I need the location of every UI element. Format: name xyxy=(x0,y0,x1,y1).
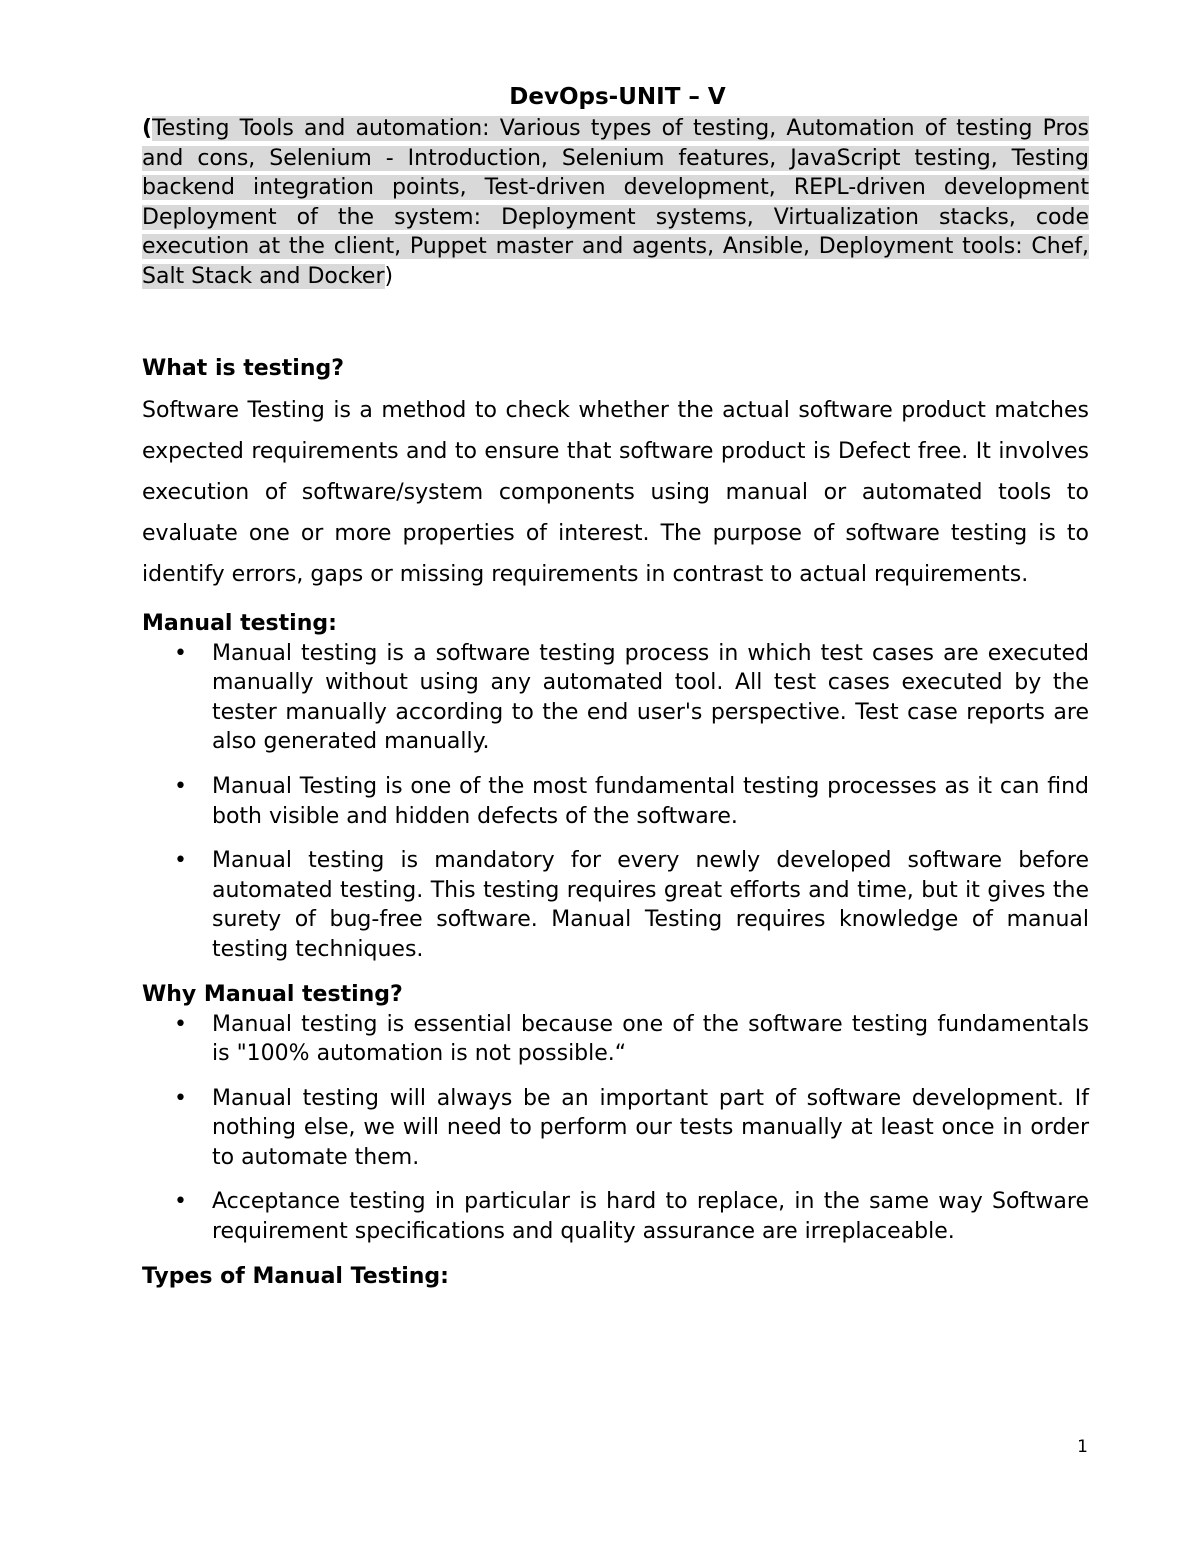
why-manual-testing-list xyxy=(142,1010,1089,1247)
syllabus-summary xyxy=(142,114,1089,292)
bullet-icon: • xyxy=(174,1189,187,1215)
list-item-text: Manual Testing is one of the most fundamental testing processes as it can find both visible and hidden defects of the software. xyxy=(212,773,1089,829)
page-number: 1 xyxy=(1077,1437,1088,1457)
heading-manual-testing: Manual testing: xyxy=(142,610,337,636)
bullet-icon: • xyxy=(174,848,187,874)
heading-why-manual-testing: Why Manual testing? xyxy=(142,981,403,1007)
list-item-text: Manual testing is a software testing process in which test cases are executed manually without using any automated tool. All test cases executed by the tester manually according to the end user's perspective. Test case reports are also generated manually. xyxy=(212,640,1089,755)
syllabus-text: Testing Tools and automation: Various types of testing, Automation of testing Pros and cons, Selenium - Introduction, Selenium features, JavaScript testing, Testing backend integration points, Test-driven development, REPL-driven development Deployment of the system: Deployment systems, Virtualization stacks, code execution at the client, Puppet master and agents, Ansible, Deployment tools: Chef, Salt Stack and Docker xyxy=(142,116,1089,289)
list-item xyxy=(142,772,1089,831)
bullet-icon: • xyxy=(174,773,187,799)
document-title: DevOps-UNIT – V xyxy=(509,84,726,110)
bullet-icon: • xyxy=(174,1011,187,1037)
heading-what-is-testing: What is testing? xyxy=(142,355,345,381)
document-page xyxy=(142,80,1089,1292)
syllabus-open-paren: ( xyxy=(142,116,153,141)
list-item xyxy=(142,639,1089,757)
list-item-text: Acceptance testing in particular is hard to replace, in the same way Software requirement specifications and quality assurance are irreplaceable. xyxy=(212,1189,1089,1245)
list-item xyxy=(142,1187,1089,1246)
list-item-text: Manual testing will always be an important part of software development. If nothing else, we will need to perform our tests manually at least once in order to automate them. xyxy=(212,1085,1089,1170)
list-item xyxy=(142,846,1089,964)
heading-types-of-manual-testing: Types of Manual Testing: xyxy=(142,1263,449,1289)
list-item xyxy=(142,1010,1089,1069)
bullet-icon: • xyxy=(174,1085,187,1111)
list-item-text: Manual testing is mandatory for every newly developed software before automated testing. This testing requires great efforts and time, but it gives the surety of bug-free software. Manual Testing requires knowledge of manual testing techniques. xyxy=(212,848,1089,962)
bullet-icon: • xyxy=(174,640,187,666)
list-item-text: Manual testing is essential because one of the software testing fundamentals is "100% automation is not possible.“ xyxy=(212,1011,1089,1067)
syllabus-close-paren: ) xyxy=(384,263,394,289)
paragraph-what-is-testing: Software Testing is a method to check whether the actual software product matches expected requirements and to ensure that software product is Defect free. It involves execution of software/system components using manual or automated tools to evaluate one or more properties of interest. The purpose of software testing is to identify errors, gaps or missing requirements in contrast to actual requirements. xyxy=(142,397,1089,587)
list-item xyxy=(142,1084,1089,1173)
manual-testing-list xyxy=(142,639,1089,965)
